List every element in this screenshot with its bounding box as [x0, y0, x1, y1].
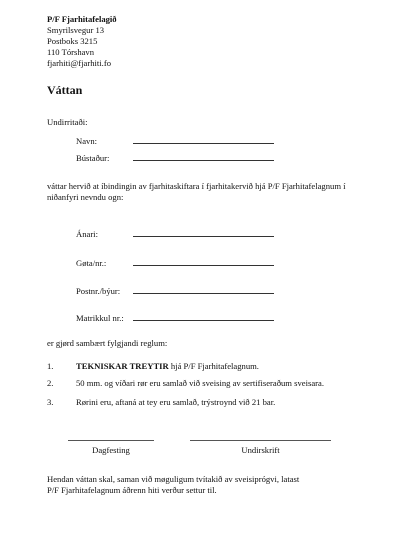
owner-fill-line[interactable]	[133, 236, 274, 237]
rule-body-text: 50 mm. og víðari rør eru samlað við sveising av sertifiseraðum sveisara.	[76, 378, 324, 388]
street-fill-line[interactable]	[133, 265, 274, 266]
footer-line-1: Hendan váttan skal, saman við møguligum tvítakið av sveisiprógvi, latast	[47, 474, 300, 484]
rule-number: 2.	[47, 378, 54, 388]
rule-text	[76, 397, 275, 408]
field-label-owner: Ánari:	[76, 229, 98, 239]
page-title: Váttan	[47, 83, 83, 97]
rule-number: 3.	[47, 397, 54, 407]
po-box: Postboks 3215	[47, 36, 98, 46]
city: 110 Tórshavn	[47, 47, 95, 57]
footer-line-2: P/F Fjarhitafelagnum áðrenn hiti verður settur til.	[47, 485, 217, 495]
field-label-address: Bústaður:	[76, 153, 110, 163]
street-address: Smyrilsvegur 13	[47, 25, 105, 35]
postcode-fill-line[interactable]	[133, 293, 274, 294]
rule-bold-text: TEKNISKAR TREYTIR	[76, 361, 169, 371]
company-name: P/F Fjarhitafelagið	[47, 14, 117, 24]
rule-body-text: hjá P/F Fjarhitafelagnum.	[168, 361, 259, 371]
cadastre-fill-line[interactable]	[133, 320, 274, 321]
rule-text	[76, 361, 259, 372]
signature-line[interactable]	[190, 440, 331, 441]
rule-text	[76, 378, 324, 389]
field-label-street: Gøta/nr.:	[76, 258, 107, 268]
field-label-name: Navn:	[76, 136, 98, 146]
rules-intro: er gjørd sambært fylgjandi reglum:	[47, 338, 168, 348]
field-label-cadastre: Matrikkul nr.:	[76, 313, 124, 323]
date-signature-line[interactable]	[68, 440, 154, 441]
email-address: fjarhiti@fjarhiti.fo	[47, 58, 111, 68]
rule-number: 1.	[47, 361, 54, 371]
statement-text: váttar hervið at íbindingin av fjarhitaskiftara í fjarhitakervið hjá P/F Fjarhitafelagnum í niðanfyri nevndu ogn:	[47, 181, 346, 202]
address-fill-line[interactable]	[133, 160, 274, 161]
rule-body-text: Rørini eru, aftaná at tey eru samlað, trýstroynd við 21 bar.	[76, 397, 276, 407]
name-fill-line[interactable]	[133, 143, 274, 144]
date-label: Dagfesting	[92, 445, 130, 455]
undersigned-label: Undirritaði:	[47, 117, 88, 127]
signature-label: Undirskrift	[241, 445, 280, 455]
field-label-postcode: Postnr./býur:	[76, 286, 121, 296]
